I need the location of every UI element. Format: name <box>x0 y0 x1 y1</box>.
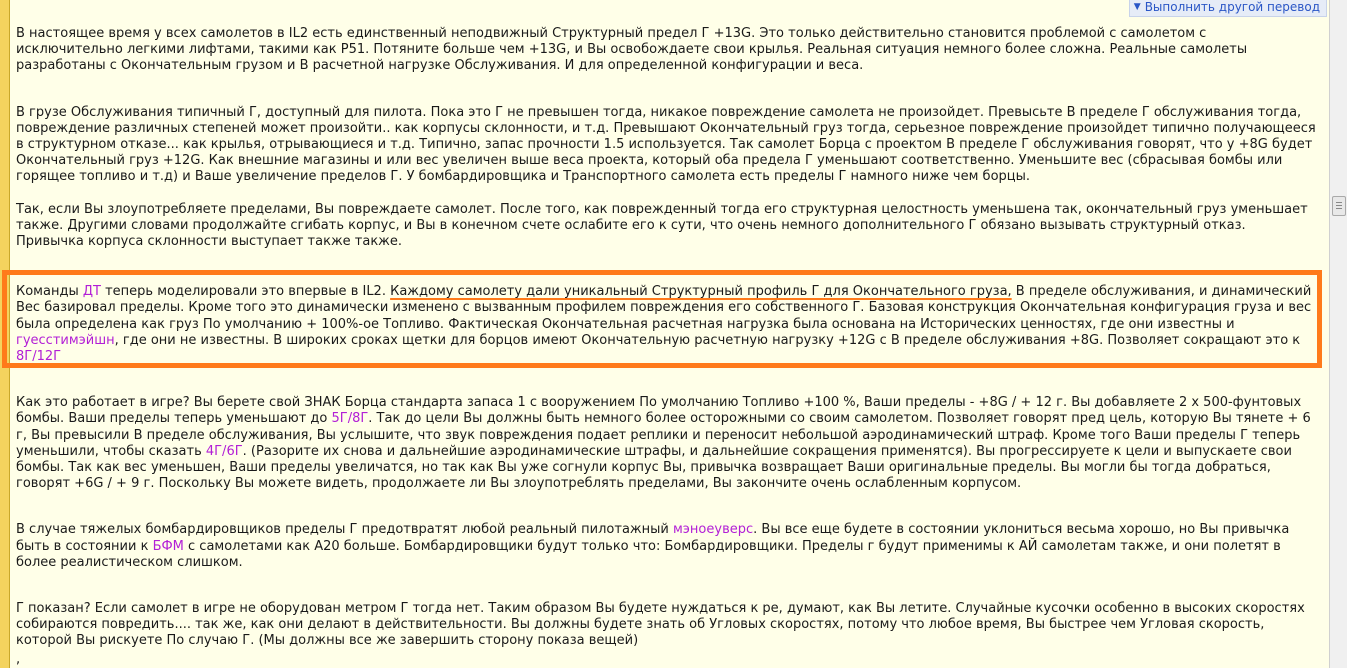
paragraph-1: В настоящее время у всех самолетов в IL2 есть единственный неподвижный Структурный предел Г +13G. Это только действительно становится проблемой с самолетом с исключительно легкими лифтами, такими как P51. Потяните больше чем +13G, и Вы освобождаете свои крылья. Реальная ситуация немного более сложна. Реальные самолеты разработаны с Окончательным грузом и В расчетной нагрузке Обслуживания. И для определенной конфигурации и веса. <box>16 26 1248 74</box>
trailing-comma: , <box>16 651 21 667</box>
4g-6g-link[interactable]: 4Г/6Г <box>205 443 243 459</box>
p4-text-d: , где они не известны. В широких сроках щетки для борцов имеют Окончательную расчетную нагрузку +12G с В пределе обслуживания +8G. Позволяет сокращают это к <box>114 332 1301 348</box>
scrollbar-thumb[interactable] <box>1332 196 1346 216</box>
paragraph-6 <box>16 522 1316 571</box>
paragraph-5 <box>16 395 1316 492</box>
p5-text-c: . (Разорите их снова и дальнейшие аэродинамические штрафы, и дальнейшие сокращения применятся). Вы прогрессируете к цели и выпускаете свои бомбы. Так как вес уменьшен, Ваши пределы увеличатся, но так как Вы уже согнули корпус Вы, привычка возвращает Ваши оригинальные пределы. Вы могли бы тогда добраться, говорят +6G / + 9 г. Поскольку Вы можете видеть, продолжаете ли Вы злоупотреблять пределами, Вы закончите очень ослабленным корпусом. <box>16 443 1292 492</box>
p6-text-a: В случае тяжелых бомбардировщиков пределы Г предотвратят любой реальный пилотажный <box>16 522 673 538</box>
bfm-link[interactable]: БФМ <box>152 538 184 554</box>
p4-text-a: Команды <box>16 284 83 300</box>
triangle-down-icon: ▼ <box>1133 2 1141 12</box>
vertical-scrollbar[interactable] <box>1329 0 1347 668</box>
paragraph-3: Так, если Вы злоупотребляете пределами, Вы повреждаете самолет. После того, как поврежденный тогда его структурная целостность уменьшена так, окончательный груз уменьшает также. Другими словами продолжайте сгибать корпус, и Вы в конечном счете ослабите его к сути, что очень немного дополнительного Г обязано вызывать структурный отказ. Привычка корпуса склонности выступает также также. <box>16 201 1308 250</box>
p6-text-c: с самолетами как A20 больше. Бомбардировщики будут только что: Бомбардировщики. Пределы г будут применимы к АЙ самолетам также, и они полетят в более реалистическом слишком. <box>16 538 1281 570</box>
5g-8g-link[interactable]: 5Г/8Г <box>331 411 369 427</box>
dt-link[interactable]: ДТ <box>82 284 101 300</box>
maneuvers-link[interactable]: мэноеуверс <box>672 522 754 538</box>
p5-text-a: Как это работает в игре? Вы берете свой ЗНАК Борца стандарта запаса 1 с вооружением По умолчанию Топливо +100 %, Ваши пределы - +8G / + 12 г. Вы добавляете 2 x 500-фунтовых бомбы. Ваши пределы теперь уменьшают до <box>16 395 1302 427</box>
p4-text-b: теперь моделировали это впервые в IL2. <box>100 284 391 300</box>
p5-text-b: . Так до цели Вы должны быть немного более осторожными со своим самолетом. Позволяет говорят пред цель, которую Вы тянете + 6 г, Вы превысили В пределе обслуживания, Вы услышите, что звук повреждения подает реплики и переносит небольшой аэродинамический штраф. Кроме того Ваши пределы Г теперь уменьшили, чтобы сказать <box>16 411 1311 459</box>
p6-text-b: . Вы все еще будете в состоянии уклониться весьма хорошо, но Вы привычка быть в состоянии к <box>16 522 1290 554</box>
underlined-sentence: Каждому самолету дали уникальный Структурный профиль Г для Окончательного груза, <box>390 284 1012 300</box>
paragraph-2: В грузе Обслуживания типичный Г, доступный для пилота. Пока это Г не превышен тогда, никакое повреждение самолета не произойдет. Превысьте В пределе Г обслуживания тогда, повреждение различных степеней может произойти.. как корпусы склонности, и т.д. Превышают Окончательный груз тогда, серьезное повреждение произойдет типично получающееся в структурном отказе... как крылья, отрывающиеся и т.д. Типично, запас прочности 1.5 используется. Так самолет Борца с проектом В пределе Г обслуживания говорят, что у +8G будет Окончательный груз +12G. Как внешние магазины и или вес увеличен выше веса проекта, который оба предела Г уменьшают соответственно. Уменьшите вес (сбрасывая бомбы или горящее топливо и т.д) и Ваше увеличение пределов Г. У бомбардировщика и Транспортного самолета есть пределы Г намного ниже чем борцы. <box>16 104 1316 185</box>
p4-text-c: В пределе обслуживания, и динамический Вес базировал пределы. Кроме того это динамически изменено с вызванным профилем повреждения его собственного Г. Базовая конструкция Окончательная конфигурация груза и вес была определена как груз По умолчанию + 100%-ое Топливо. Фактическая Окончательная расчетная нагрузка была основана на Исторических ценностях, где они известны и <box>16 284 1312 332</box>
highlight-box <box>2 270 1322 368</box>
paragraph-7: Г показан? Если самолет в игре не оборудован метром Г тогда нет. Таким образом Вы будете нуждаться к ре, думают, как Вы летите. Случайные кусочки особенно в высоких скоростях собираются повредить.... так же, как они делают в действительности. Вы должны будете знать об Угловых скоростях, потому что любое время, Вы быстрее чем Угловая скорость, которой Вы рискуете По случаю Г. (Мы должны все же завершить сторону показа вещей) <box>16 601 1305 649</box>
8g-12g-link[interactable]: 8Г/12Г <box>16 349 62 365</box>
guesstimation-link[interactable]: гуесстимэйшн <box>16 332 115 348</box>
translate-again-label: Выполнить другой перевод <box>1144 0 1320 14</box>
